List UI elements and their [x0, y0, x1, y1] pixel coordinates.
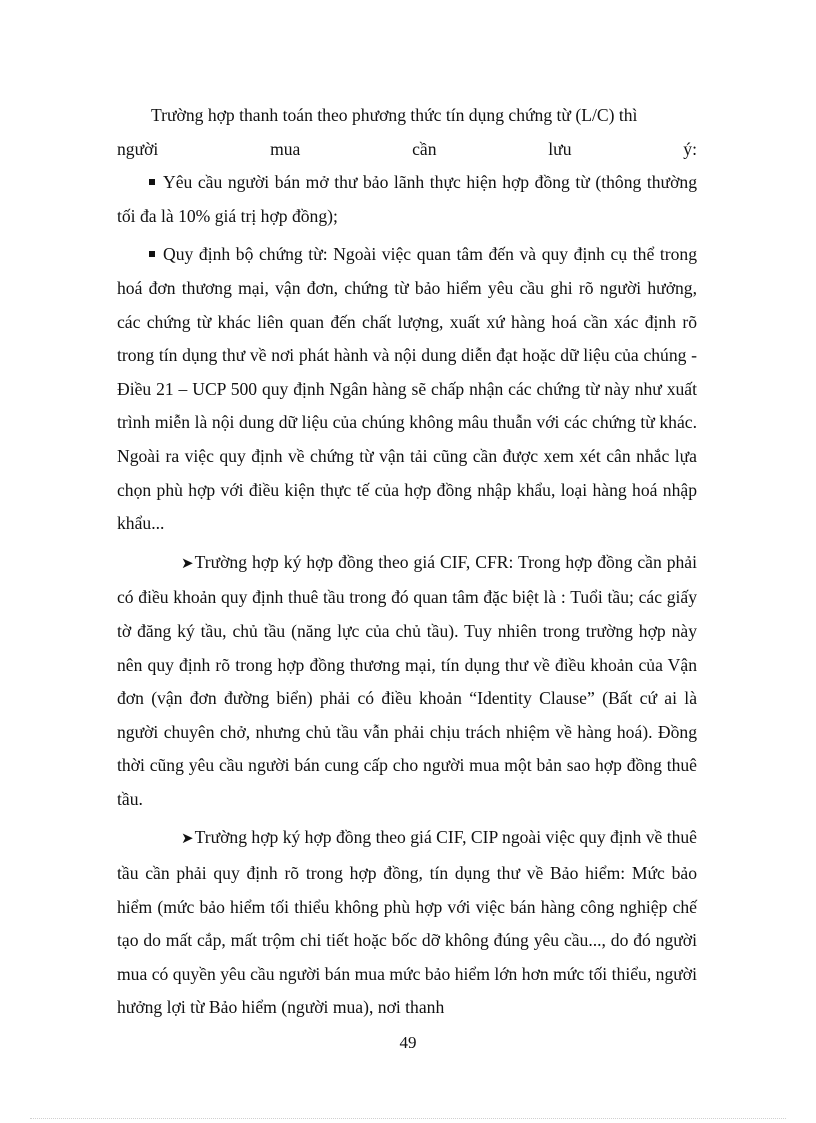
arrowhead-bullet-icon: ➤: [181, 831, 194, 848]
word: người: [117, 138, 159, 159]
arrow-text: Trường hợp ký hợp đồng theo giá CIF, CFR: Trong hợp đồng cần phải có điều khoản quy định thuê tầu trong đó quan tâm đặc biệt là : Tuổi tầu; các giấy tờ đăng ký tầu, chủ tầu (năng lực của chủ tầu). Tuy nhiên trong trường hợp này nên quy định rõ trong hợp đồng thương mại, tín dụng thư về điều khoản của Vận đơn (vận đơn đường biển) phải có điều khoản “Identity Clause” (Bất cứ ai là người chuyên chở, nhưng chủ tầu vẫn phải chịu trách nhiệm về hàng hoá). Đồng thời cũng yêu cầu người bán cung cấp cho người mua một bản sao hợp đồng thuê tầu.: [117, 551, 697, 809]
word: cần: [412, 138, 437, 159]
word: lưu: [548, 138, 572, 159]
arrow-paragraph-1: [117, 546, 697, 817]
arrowhead-bullet-icon: ➤: [181, 555, 194, 572]
arrow-paragraph-2: [117, 821, 697, 1025]
word: mua: [270, 138, 301, 159]
intro-paragraph-line2: [117, 133, 697, 167]
intro-paragraph-line1: Trường hợp thanh toán theo phương thức tín dụng chứng từ (L/C) thì: [151, 105, 638, 125]
bullet-text: Yêu cầu người bán mở thư bảo lãnh thực hiện hợp đồng từ (thông thường tối đa là 10% giá trị hợp đồng);: [117, 172, 697, 226]
bullet-paragraph-2: [117, 238, 697, 540]
word: ý:: [683, 138, 697, 159]
black-square-bullet-icon: [149, 251, 155, 257]
bullet-text: Quy định bộ chứng từ: Ngoài việc quan tâm đến và quy định cụ thể trong hoá đơn thương mại, vận đơn, chứng từ bảo hiểm yêu cầu ghi rõ người hưởng, các chứng từ khác liên quan đến chất lượng, xuất xứ hàng hoá cần xác định rõ trong tín dụng thư về nơi phát hành và nội dung diễn đạt hoặc dữ liệu của chúng - Điều 21 – UCP 500 quy định Ngân hàng sẽ chấp nhận các chứng từ này như xuất trình miễn là nội dung dữ liệu của chúng không mâu thuẫn với các chứng từ khác. Ngoài ra việc quy định về chứng từ vận tải cũng cần được xem xét cân nhắc lựa chọn phù hợp với điều kiện thực tế của hợp đồng nhập khẩu, loại hàng hoá nhập khẩu...: [117, 244, 697, 534]
body-text: [117, 99, 697, 1025]
page-bottom-divider: [30, 1118, 786, 1119]
arrow-text: Trường hợp ký hợp đồng theo giá CIF, CIP ngoài việc quy định về thuê tầu cần phải quy định rõ trong hợp đồng, tín dụng thư về Bảo hiểm: Mức bảo hiểm (mức bảo hiểm tối thiểu không phù hợp với việc bán hàng công nghiệp chế tạo do mất cắp, mất trộm chi tiết hoặc bốc dỡ không đúng yêu cầu..., do đó người mua có quyền yêu cầu người bán mua mức bảo hiểm lớn hơn mức tối thiểu, người hưởng lợi từ Bảo hiểm (người mua), nơi thanh: [117, 827, 697, 1018]
black-square-bullet-icon: [149, 179, 155, 185]
page-number: 49: [399, 1033, 417, 1052]
bullet-paragraph-1: [117, 166, 697, 233]
